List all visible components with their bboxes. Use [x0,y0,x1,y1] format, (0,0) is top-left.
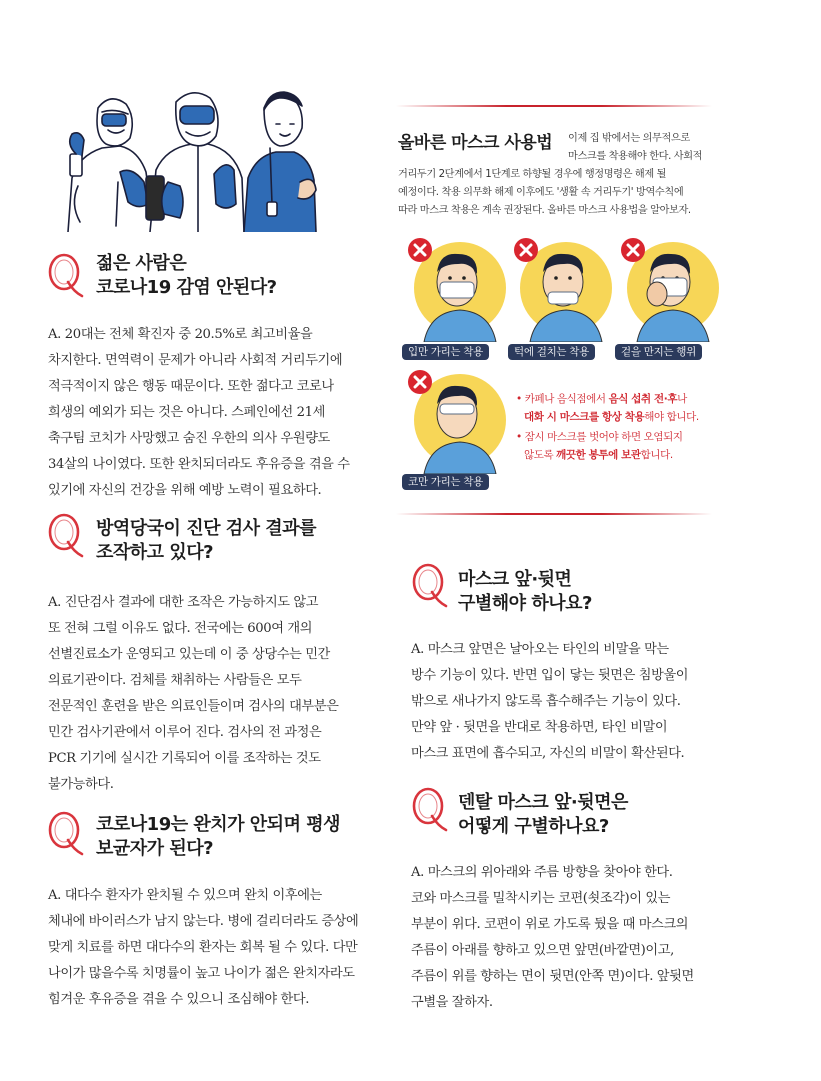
answer-line: 의료기관이다. 검체를 채취하는 사람들은 모두 [48,673,302,688]
answer-line: 마스크 표면에 흡수되고, 자신의 비말이 확산된다. [411,746,685,761]
question-line: 코로나19는 완치가 안되며 평생 [96,814,341,835]
q-icon [46,810,86,856]
answer-line: 코와 마스크를 밀착시키는 코편(쇳조각)이 있는 [411,891,671,906]
question-line: 구별해야 하나요? [458,593,592,614]
answer-line: 체내에 바이러스가 남지 않는다. 병에 걸리더라도 증상에 [48,914,359,929]
caption-nose-only: 코만 가리는 착용 [402,474,489,490]
mask-note-line [516,428,683,446]
q-icon [410,562,450,608]
question-line: 코로나19 감염 안된다? [96,277,277,298]
answer-text [411,637,688,767]
question-line: 어떻게 구별하나요? [458,816,609,837]
question-title [96,517,316,565]
answer-line: PCR 기기에 실시간 기록되어 이를 조작하는 것도 [48,751,321,766]
q-icon [46,252,86,298]
note-text: • 카페나 음식점에서 [516,393,609,405]
mask-usage-title: 올바른 마스크 사용법 [398,133,553,153]
answer-line: A. 마스크 앞면은 날아오는 타인의 비말을 막는 [411,642,669,657]
note-text: 합니다. [640,449,673,461]
mask-wrong-wear-figure [510,232,620,342]
note-emphasis: 대화 시 마스크를 항상 착용 [524,411,645,423]
note-emphasis: 음식 섭취 전·후 [608,393,678,405]
answer-line: 불가능하다. [48,777,114,792]
mask-note-line [524,446,673,464]
answer-line: 힘겨운 후유증을 겪을 수 있으니 조심해야 한다. [48,992,309,1007]
mask-intro-line: 따라 마스크 착용은 계속 권장된다. 올바른 마스크 사용법을 알아보자. [398,205,691,216]
question-line: 보균자가 된다? [96,838,214,859]
answer-line: 적극적이지 않은 행동 때문이다. 또한 젊다고 코로나 [48,379,334,394]
answer-line: 나이가 많을수록 치명률이 높고 나이가 젊은 완치자라도 [48,966,355,981]
question-title [96,252,277,300]
answer-line: A. 진단검사 결과에 대한 조작은 가능하지도 않고 [48,595,319,610]
question-line: 마스크 앞·뒷면 [458,569,572,590]
q-icon [46,512,86,558]
note-text: 해야 합니다. [644,411,699,423]
question-line: 덴탈 마스크 앞·뒷면은 [458,792,628,813]
note-text: 않도록 [524,449,557,461]
mask-intro-line: 거리두기 2단계에서 1단계로 하향될 경우에 행정명령은 해제 될 [398,169,667,180]
answer-line: 또 전혀 그럴 이유도 없다. 전국에는 600여 개의 [48,621,313,636]
answer-line: 맞게 치료를 하면 대다수의 환자는 회복 될 수 있다. 다만 [48,940,358,955]
caption-mouth-only: 입만 가리는 착용 [402,344,489,360]
answer-line: A. 20대는 전체 확진자 중 20.5%로 최고비율을 [48,327,313,342]
question-title [96,813,340,861]
mask-intro-line: 예정이다. 착용 의무화 해제 이후에도 '생활 속 거리두기' 방역수칙에 [398,187,684,198]
note-text: • 잠시 마스크를 벗어야 하면 오염되지 [516,431,683,443]
mask-wrong-wear-figure [404,232,514,342]
answer-line: 희생의 예외가 되는 것은 아니다. 스페인에선 21세 [48,405,325,420]
question-line: 방역당국이 진단 검사 결과를 [96,518,316,539]
answer-line: 주름이 위를 향하는 면이 뒷면(안쪽 면)이다. 앞뒷면 [411,969,694,984]
note-emphasis: 깨끗한 봉투에 보관 [556,449,641,461]
answer-line: 민간 검사기관에서 이루어 진다. 검사의 전 과정은 [48,725,322,740]
medical-workers-illustration [58,86,320,232]
mask-note-line [524,408,699,426]
caption-touching-outside: 겉을 만지는 행위 [615,344,702,360]
answer-line: 주름이 아래를 향하고 있으면 앞면(바깥면)이고, [411,943,674,958]
answer-line: 만약 앞 · 뒷면을 반대로 착용하면, 타인 비말이 [411,720,668,735]
answer-line: 밖으로 새나가지 않도록 흡수해주는 기능이 있다. [411,694,681,709]
answer-line: 방수 기능이 있다. 반면 입이 닿는 뒷면은 침방울이 [411,668,689,683]
section-divider-top [396,105,712,107]
answer-text [411,860,694,1016]
answer-line: 부분이 위다. 코편이 위로 가도록 뒀을 때 마스크의 [411,917,689,932]
mask-intro-line: 마스크를 착용해야 한다. 사회적 [568,151,703,162]
answer-line: 축구팀 코치가 사망했고 숨진 우한의 의사 우원량도 [48,431,330,446]
answer-text [48,322,350,504]
answer-text [48,590,338,798]
section-divider-bottom [396,513,712,515]
answer-line: A. 마스크의 위아래와 주름 방향을 찾아야 한다. [411,865,673,880]
mask-intro-line: 이제 집 밖에서는 의무적으로 [568,133,690,144]
caption-chin-wear: 턱에 걸치는 착용 [508,344,595,360]
answer-line: 선별진료소가 운영되고 있는데 이 중 상당수는 민간 [48,647,330,662]
answer-line: 전문적인 훈련을 받은 의료인들이며 검사의 대부분은 [48,699,339,714]
question-title [458,568,592,616]
q-icon [410,786,450,832]
question-line: 젊은 사람은 [96,253,187,274]
answer-text [48,883,358,1013]
answer-line: 차지한다. 면역력이 문제가 아니라 사회적 거리두기에 [48,353,343,368]
question-line: 조작하고 있다? [96,542,214,563]
answer-line: 있기에 자신의 건강을 위해 예방 노력이 필요하다. [48,483,322,498]
answer-line: A. 대다수 환자가 완치될 수 있으며 완치 이후에는 [48,888,322,903]
note-text: 나 [677,393,687,405]
question-title [458,791,628,839]
mask-wrong-wear-figure [617,232,727,342]
mask-note-line [516,390,687,408]
answer-line: 구별을 잘하자. [411,995,493,1010]
answer-line: 34살의 나이였다. 또한 완치되더라도 후유증을 겪을 수 [48,457,350,472]
mask-wrong-wear-figure [404,364,514,474]
